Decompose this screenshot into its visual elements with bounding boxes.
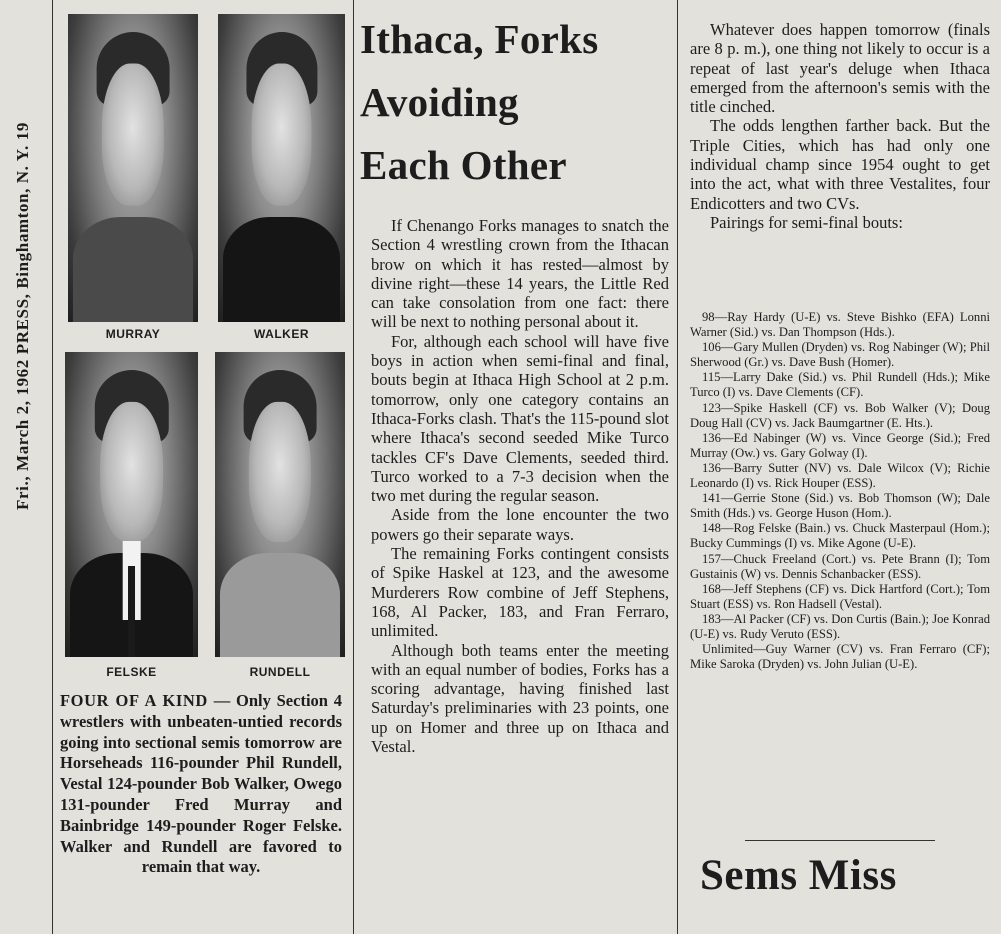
article-column-3 <box>690 20 990 232</box>
article-paragraph: Aside from the lone encounter the two powers go their separate ways. <box>371 505 669 544</box>
article-paragraph: For, although each school will have five boys in action when semi-final and final, bouts begin at Ithaca High School at 2 p.m. tomorrow, only one category contains an Ithaca-Forks clash. That's the 115-pound slot where Ithaca's second seeded Mike Turco tackles CF's Dave Clements, seeded third. Turco worked to a 7-3 decision when the two met during the regular season. <box>371 331 669 506</box>
pairing-item: 183—Al Packer (CF) vs. Don Curtis (Bain.); Joe Konrad (U-E) vs. Rudy Veruto (ESS). <box>690 611 990 641</box>
next-headline: Sems Miss <box>700 852 897 899</box>
section-divider <box>745 840 935 841</box>
photo-label-murray: MURRAY <box>105 327 161 341</box>
article-paragraph: The odds lengthen farther back. But the Triple Cities, which has had only one individual champ since 1954 ought to get into the act, what with three Vestalites, four Endicotters and two CVs. <box>690 116 990 213</box>
column-rule-left <box>52 0 53 934</box>
photo-rundell <box>215 352 345 657</box>
article-paragraph: If Chenango Forks manages to snatch the Section 4 wrestling crown from the Ithacan brow on which it has rested—almost by divine right—these 14 years, the Little Red can take consolation from one fact: there will be next to nothing personal about it. <box>371 216 669 332</box>
pairing-item: 136—Barry Sutter (NV) vs. Dale Wilcox (V); Richie Leonardo (I) vs. Rick Houper (ESS). <box>690 460 990 491</box>
article-paragraph: Whatever does happen tomorrow (finals are 8 p. m.), one thing not likely to occur is a repeat of last year's deluge when Ithaca emerged from the afternoon's semis with the title cinched. <box>690 20 990 117</box>
article-paragraph: Although both teams enter the meeting with an equal number of bodies, Forks has a scoring advantage, having finished last Saturday's preliminaries with 23 points, one up on Homer and three up on Ithaca and Vestal. <box>371 640 669 757</box>
photo-walker <box>218 14 345 322</box>
article-column-2 <box>371 216 669 756</box>
headline-line-3: Each Other <box>360 142 567 188</box>
pairing-item: 168—Jeff Stephens (CF) vs. Dick Hartford (Cort.); Tom Stuart (ESS) vs. Ron Hadsell (Vestal). <box>690 581 990 611</box>
headline <box>360 8 670 197</box>
pairing-item: 141—Gerrie Stone (Sid.) vs. Bob Thomson (W); Dale Smith (Hds.) vs. George Huson (Hom.). <box>690 491 990 521</box>
column-rule-right <box>677 0 678 934</box>
photo-caption <box>60 691 342 878</box>
pairings-list <box>690 310 990 672</box>
headline-line-2: Avoiding <box>360 79 519 125</box>
pairing-item: 136—Ed Nabinger (W) vs. Vince George (Sid.); Fred Murray (Ow.) vs. Gary Golway (I). <box>690 430 990 460</box>
pairing-item: Unlimited—Guy Warner (CV) vs. Fran Ferraro (CF); Mike Saroka (Dryden) vs. John Julian (U-E). <box>690 642 990 672</box>
photo-murray <box>68 14 198 322</box>
pairings-heading: Pairings for semi-final bouts: <box>710 212 903 232</box>
pairing-item: 115—Larry Dake (Sid.) vs. Phil Rundell (Hds.); Mike Turco (I) vs. Dave Clements (CF). <box>690 370 990 400</box>
dateline-strip <box>0 0 46 934</box>
dateline: Fri., March 2, 1962 PRESS, Binghamton, N. Y. 19 <box>13 122 32 510</box>
photo-felske <box>65 352 198 657</box>
pairing-item: 157—Chuck Freeland (Cort.) vs. Pete Brann (I); Tom Gustainis (W) vs. Dennis Schanbacker (ESS). <box>690 551 990 581</box>
caption-lead: FOUR OF A KIND <box>60 691 208 710</box>
column-rule-middle <box>353 0 354 934</box>
pairing-item: 98—Ray Hardy (U-E) vs. Steve Bishko (EFA) Lonni Warner (Sid.) vs. Dan Thompson (Hds.). <box>690 310 990 340</box>
pairing-item: 123—Spike Haskell (CF) vs. Bob Walker (V); Doug Doug Hall (CV) vs. Jack Baumgartner (E. Hts.). <box>690 400 990 430</box>
pairing-item: 148—Rog Felske (Bain.) vs. Chuck Masterpaul (Hom.); Bucky Cummings (I) vs. Mike Agone (U-E). <box>690 521 990 551</box>
photo-label-rundell: RUNDELL <box>249 665 311 679</box>
article-paragraph: The remaining Forks contingent consists of Spike Haskel at 123, and the awesome Murderers Row combine of Jeff Stephens, 168, Al Packer, 183, and Fran Ferraro, unlimited. <box>371 544 669 641</box>
pairing-item: 106—Gary Mullen (Dryden) vs. Rog Nabinger (W); Phil Sherwood (Gr.) vs. Dave Bush (Homer). <box>690 340 990 370</box>
photo-label-felske: FELSKE <box>106 665 157 679</box>
caption-text: — Only Section 4 wrestlers with unbeaten-untied records going into sectional semis tomorrow are Horseheads 116-pounder Phil Rundell, Vestal 124-pounder Bob Walker, Owego 131-pounder Fred Murray and Bainbridge 149-pounder Roger Felske. Walker and Rundell are favored to remain that way. <box>60 691 342 877</box>
headline-line-1: Ithaca, Forks <box>360 16 599 62</box>
photo-label-walker: WALKER <box>254 327 309 341</box>
